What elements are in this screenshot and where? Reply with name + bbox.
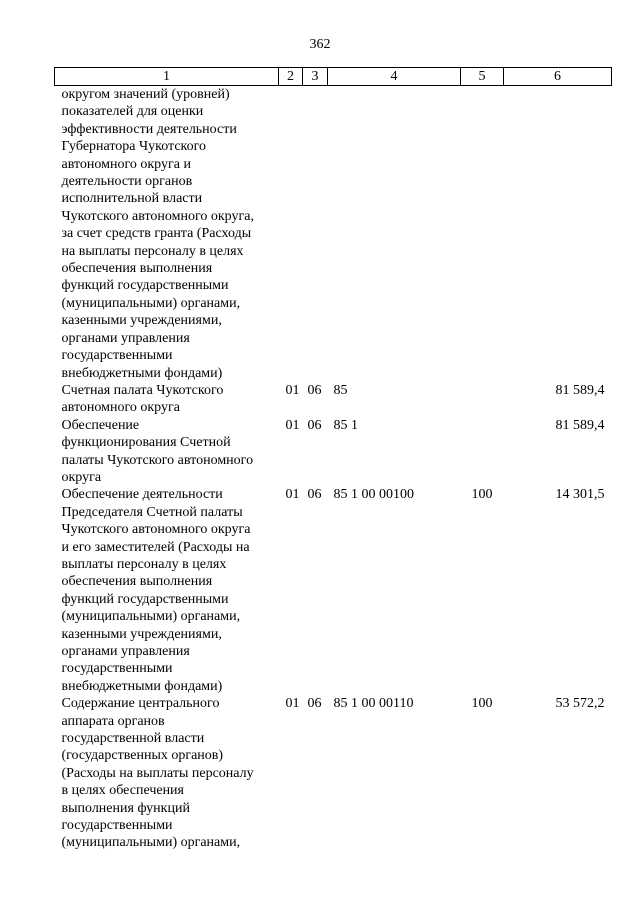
table-row [55, 86, 612, 382]
row-amount: 81 589,4 [555, 382, 605, 398]
column-header-2: 2 [279, 68, 303, 86]
table-row [55, 486, 612, 695]
row-name: Содержание центрального аппарата органов государственной власти (государственных органов) (Расходы на выплаты персоналу в целях обеспечения выполнения функций государственными (муниципальными) органами, [61, 696, 254, 851]
row-amount: 14 301,5 [555, 487, 605, 503]
row-target-article: 85 1 00 00110 [333, 696, 414, 712]
row-section: 01 [285, 382, 300, 398]
column-header-1: 1 [55, 68, 279, 86]
row-subsection: 06 [307, 487, 322, 503]
row-expense-type: 100 [471, 487, 493, 503]
table-header-row [55, 68, 612, 86]
row-expense-type [461, 417, 504, 487]
row-section: 01 [285, 487, 300, 503]
budget-table [54, 67, 612, 852]
table-row [55, 695, 612, 852]
row-name: Обеспечение функционирования Счетной палаты Чукотского автономного округа [61, 417, 254, 485]
row-expense-type [461, 382, 504, 417]
row-section [279, 86, 303, 382]
row-expense-type: 100 [471, 696, 493, 712]
row-target-article: 85 1 00 00100 [333, 487, 414, 503]
column-header-4: 4 [328, 68, 461, 86]
row-section: 01 [285, 417, 300, 433]
row-amount: 53 572,2 [555, 696, 605, 712]
column-header-3: 3 [303, 68, 328, 86]
column-header-5: 5 [461, 68, 504, 86]
row-amount: 81 589,4 [555, 417, 605, 433]
row-amount [504, 86, 612, 382]
row-target-article: 85 [333, 382, 348, 398]
row-subsection: 06 [307, 382, 322, 398]
row-target-article: 85 1 [333, 417, 358, 433]
row-expense-type [461, 86, 504, 382]
row-subsection [303, 86, 328, 382]
table-row [55, 417, 612, 487]
column-header-6: 6 [504, 68, 612, 86]
row-target-article [328, 86, 461, 382]
row-name: Обеспечение деятельности Председателя Счетной палаты Чукотского автономного округа и его заместителей (Расходы на выплаты персоналу в целях обеспечения выполнения функций государственными (муниципальными) органами, казенными учреждениями, органами управления государственными внебюджетными фондами) [61, 487, 251, 694]
row-name: Счетная палата Чукотского автономного округа [61, 382, 224, 416]
page-number: 362 [309, 37, 331, 52]
row-name: округом значений (уровней) показателей для оценки эффективности деятельности Губернатора Чукотского автономного округа и деятельности органов исполнительной власти Чукотского автономного округа, за счет средств гранта (Расходы на выплаты персоналу в целях обеспечения выполнения функций государственными (муниципальными) органами, казенными учреждениями, органами управления государственными внебюджетными фондами) [61, 87, 254, 381]
row-subsection: 06 [307, 417, 322, 433]
table-row [55, 382, 612, 417]
row-section: 01 [285, 696, 300, 712]
row-subsection: 06 [307, 696, 322, 712]
